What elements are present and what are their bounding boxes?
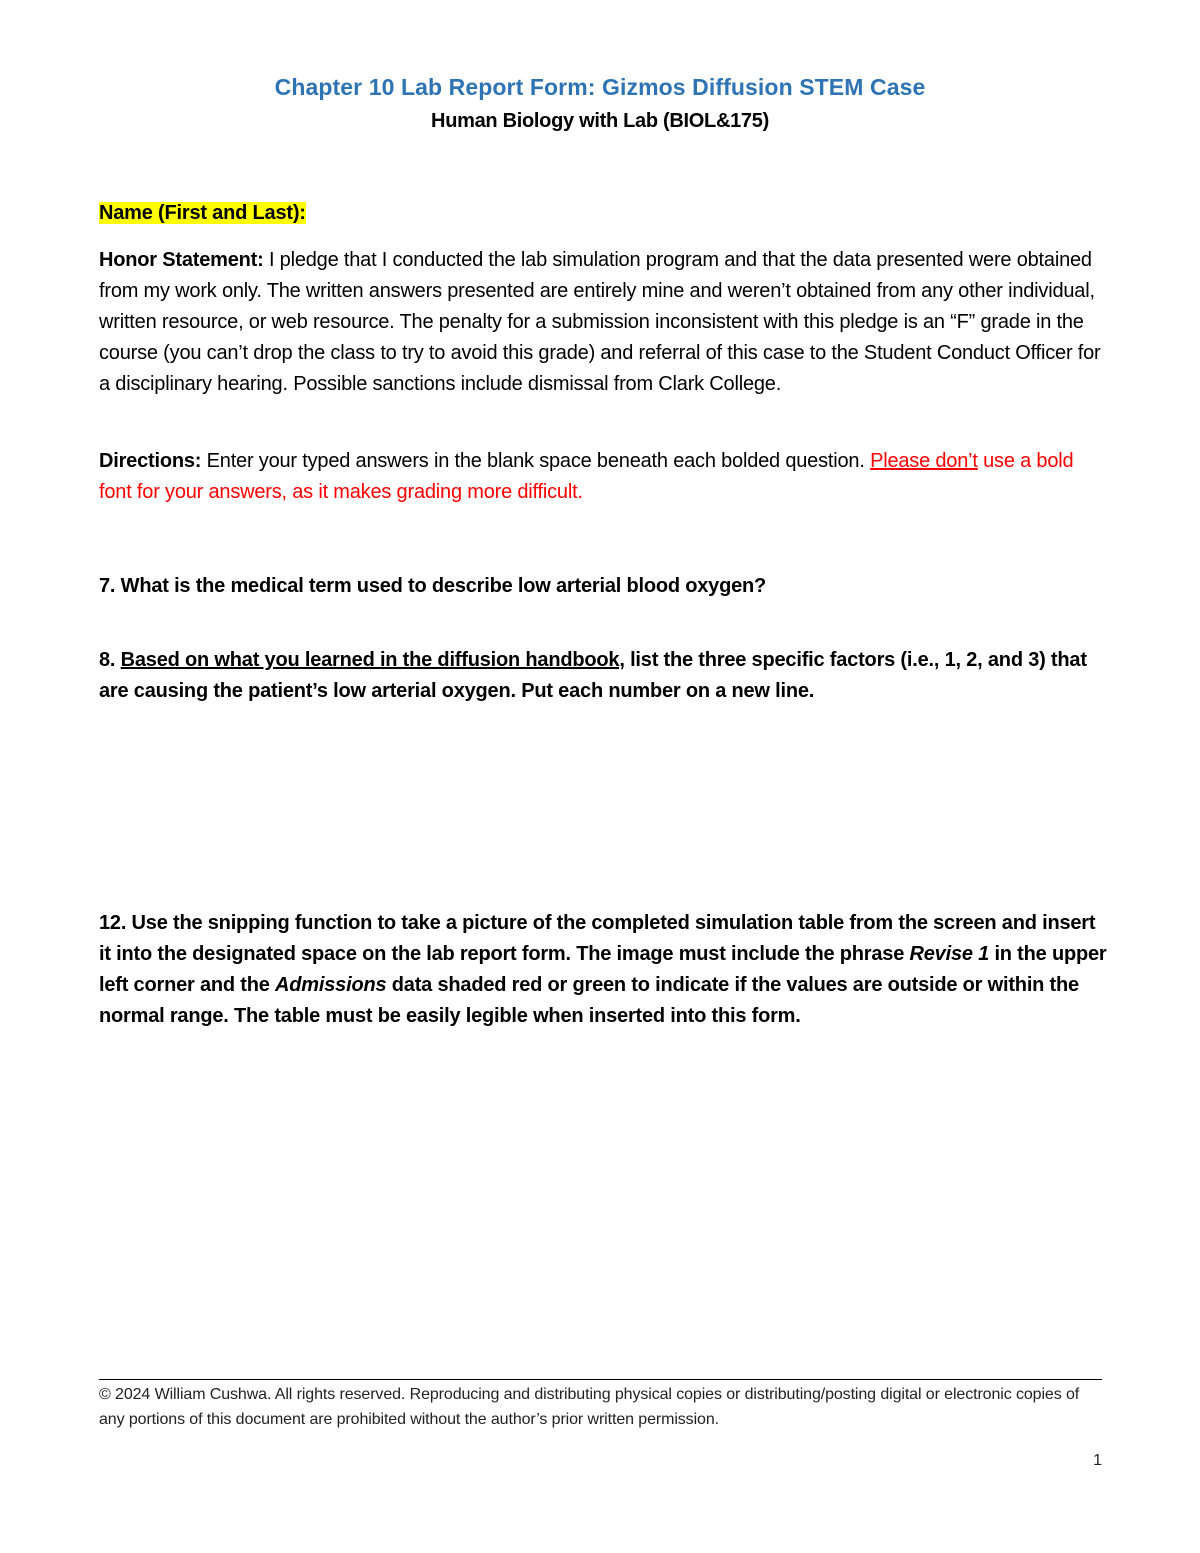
question-12-part1: 12. Use the snipping function to take a picture of the completed simulation table from the screen and insert it into the designated space on the lab report form. The image must include the phrase — [99, 912, 1096, 965]
question-8-number: 8. — [99, 649, 116, 671]
directions-label: Directions: — [99, 450, 202, 472]
directions-warning-underlined: Please don’t — [870, 450, 978, 472]
question-12-part3: data shaded red or green to indicate if the values are outside or within the normal range. The table must be easily legible when inserted into this form. — [99, 974, 1079, 1027]
page-number: 1 — [1093, 1452, 1102, 1469]
honor-statement-text: I pledge that I conducted the lab simulation program and that the data presented were obtained from my work only. The written answers presented are entirely mine and weren’t obtained from any other individual, written resource, or web resource. The penalty for a submission inconsistent with this pledge is an “F” grade in the course (you can’t drop the class to try to avoid this grade) and referral of this case to the Student Conduct Officer for a disciplinary hearing. Possible sanctions include dismissal from Clark College. — [99, 249, 1101, 395]
honor-statement-label: Honor Statement: — [99, 249, 264, 271]
document-title: Chapter 10 Lab Report Form: Gizmos Diffusion STEM Case — [274, 74, 926, 100]
name-field — [99, 198, 1109, 229]
directions — [99, 446, 1109, 508]
question-8-underlined: Based on what you learned in the diffusion handbook, — [120, 649, 625, 671]
honor-statement — [99, 245, 1109, 400]
directions-warning: use a bold font for your answers, as it makes grading more difficult. — [99, 450, 1074, 503]
document-subtitle: Human Biology with Lab (BIOL&175) — [431, 110, 769, 132]
question-8-text: list the three specific factors (i.e., 1, 2, and 3) that are causing the patient’s low arterial oxygen. Put each number on a new line. — [99, 649, 1087, 702]
name-field-label: Name (First and Last): — [99, 202, 306, 224]
question-7-text: 7. What is the medical term used to describe low arterial blood oxygen? — [99, 575, 767, 597]
question-12-italic-revise: Revise 1 — [909, 943, 990, 965]
question-12-part2: in the upper left corner and the — [99, 943, 1107, 996]
question-8 — [99, 645, 1109, 707]
footer-divider — [99, 1379, 1102, 1380]
directions-text: Enter your typed answers in the blank space beneath each bolded question. — [206, 450, 865, 472]
question-12-italic-admissions: Admissions — [275, 974, 387, 996]
question-12 — [99, 908, 1109, 1032]
footer-copyright: © 2024 William Cushwa. All rights reserved. Reproducing and distributing physical copies or distributing/posting digital or electronic copies of any portions of this document are prohibited without the author’s prior written permission. — [99, 1386, 1080, 1428]
question-7 — [99, 571, 1109, 602]
